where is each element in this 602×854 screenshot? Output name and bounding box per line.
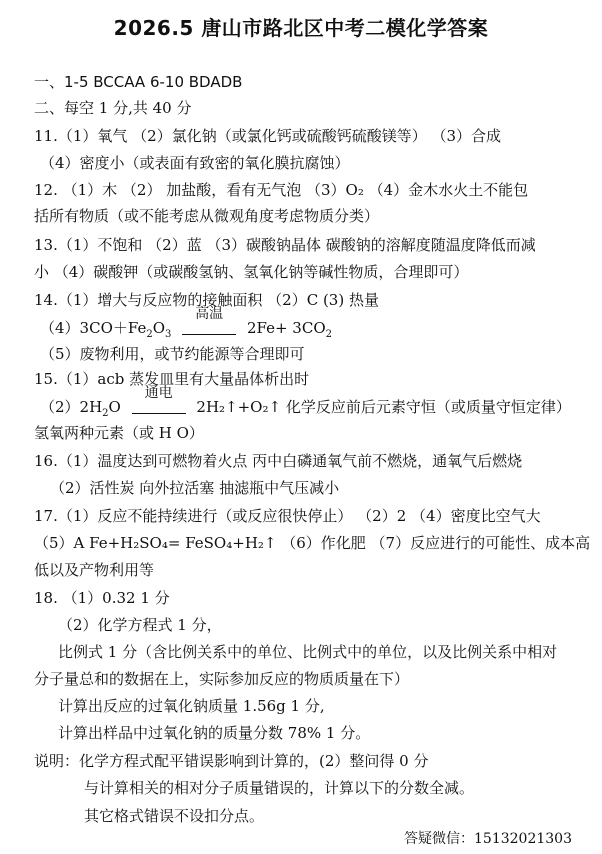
q18-line6: 计算出样品中过氧化钠的质量分数 78% 1 分。 (58, 724, 371, 742)
q14-line3: （5）废物利用，或节约能源等合理即可 (40, 345, 305, 363)
q16-line1: 16.（1）温度达到可燃物着火点 丙中白磷通氧气前不燃烧，通氧气后燃烧 (34, 452, 523, 470)
q12-line2: 括所有物质（或不能考虑从微观角度考虑物质分类） (34, 207, 380, 225)
q15-equation-right: 2H₂↑+O₂↑ 化学反应前后元素守恒（或质量守恒定律） (196, 398, 571, 416)
note-line2: 与计算相关的相对分子质量错误的，计算以下的分数全减。 (84, 779, 475, 797)
q14-line2: $(4)3CO+Fe_2O_3$ 高温 $2Fe+ 3CO_2$ (40, 306, 332, 340)
q17-line3: 低以及产物利用等 (34, 561, 155, 579)
q17-line2: （5）A Fe+H₂SO₄= FeSO₄+H₂↑ （6）作化肥 （7）反应进行的可能性、成本高 (34, 534, 591, 552)
q13-line1: 13.（1）不饱和 （2）蓝 （3）碳酸钠晶体 碳酸钠的溶解度随温度降低而减 (34, 236, 536, 254)
q14-equation-right: 2Fe+ 3CO (246, 319, 326, 337)
q14-line1: 14.（1）增大与反应物的接触面积 （2）C (3) 热量 (34, 291, 379, 309)
contact-footer: 答疑微信：15132021303 (404, 831, 572, 847)
q17-line1: 17.（1）反应不能持续进行（或反应很快停止） （2）2 （4）密度比空气大 (34, 507, 541, 525)
q12-line1: 12. （1）木 （2） 加盐酸，看有无气泡 （3）O₂ （4）金木水火土不能包 (34, 181, 529, 199)
q15-line1: 15.（1）acb 蒸发皿里有大量晶体析出时 (34, 370, 310, 388)
q13-line2: 小 （4）碳酸钾（或碳酸氢钠、氢氧化钠等碱性物质，合理即可） (34, 263, 469, 281)
q15-condition: 通电 (130, 397, 188, 417)
q18-line4: 分子量总和的数据在上，实际参加反应的物质质量在下） (34, 670, 410, 688)
q14-condition: 高温 (180, 318, 238, 338)
note-line1: 说明：化学方程式配平错误影响到计算的，(2）整问得 0 分 (34, 752, 429, 770)
page-title: 2026.5 唐山市路北区中考二模化学答案 (113, 16, 489, 40)
part2-heading: 二、每空 1 分,共 40 分 (34, 99, 192, 117)
q15-equation-left: （2）2H (40, 398, 103, 416)
q11-line2: （4）密度小（或表面有致密的氧化膜抗腐蚀） (40, 154, 350, 172)
q18-line1: 18. （1）0.32 1 分 (34, 589, 170, 607)
q14-equation-left: （4）3CO＋Fe (40, 319, 147, 337)
part1-answers: 一、1-5 BCCAA 6-10 BDADB (34, 73, 243, 91)
q18-line5: 计算出反应的过氧化钠质量 1.56g 1 分, (58, 697, 325, 715)
note-line3: 其它格式错误不设扣分点。 (84, 807, 265, 825)
q18-line2: （2）化学方程式 1 分， (58, 616, 222, 634)
q16-line2: （2）活性炭 向外拉活塞 抽滤瓶中气压减小 (50, 479, 340, 497)
q11-line1: 11.（1）氧气 （2）氯化钠（或氯化钙或硫酸钙硫酸镁等） （3）合成 (34, 127, 502, 145)
q15-line3: 氢氧两种元素（或 H O） (34, 424, 204, 442)
q18-line3: 比例式 1 分（含比例关系中的单位、比例式中的单位，以及比例关系中相对 (58, 643, 558, 661)
q15-line2: $(2)2H_2O$ 通电 2H₂↑+O₂↑ 化学反应前后元素守恒（或质量守恒定律） (40, 385, 571, 419)
